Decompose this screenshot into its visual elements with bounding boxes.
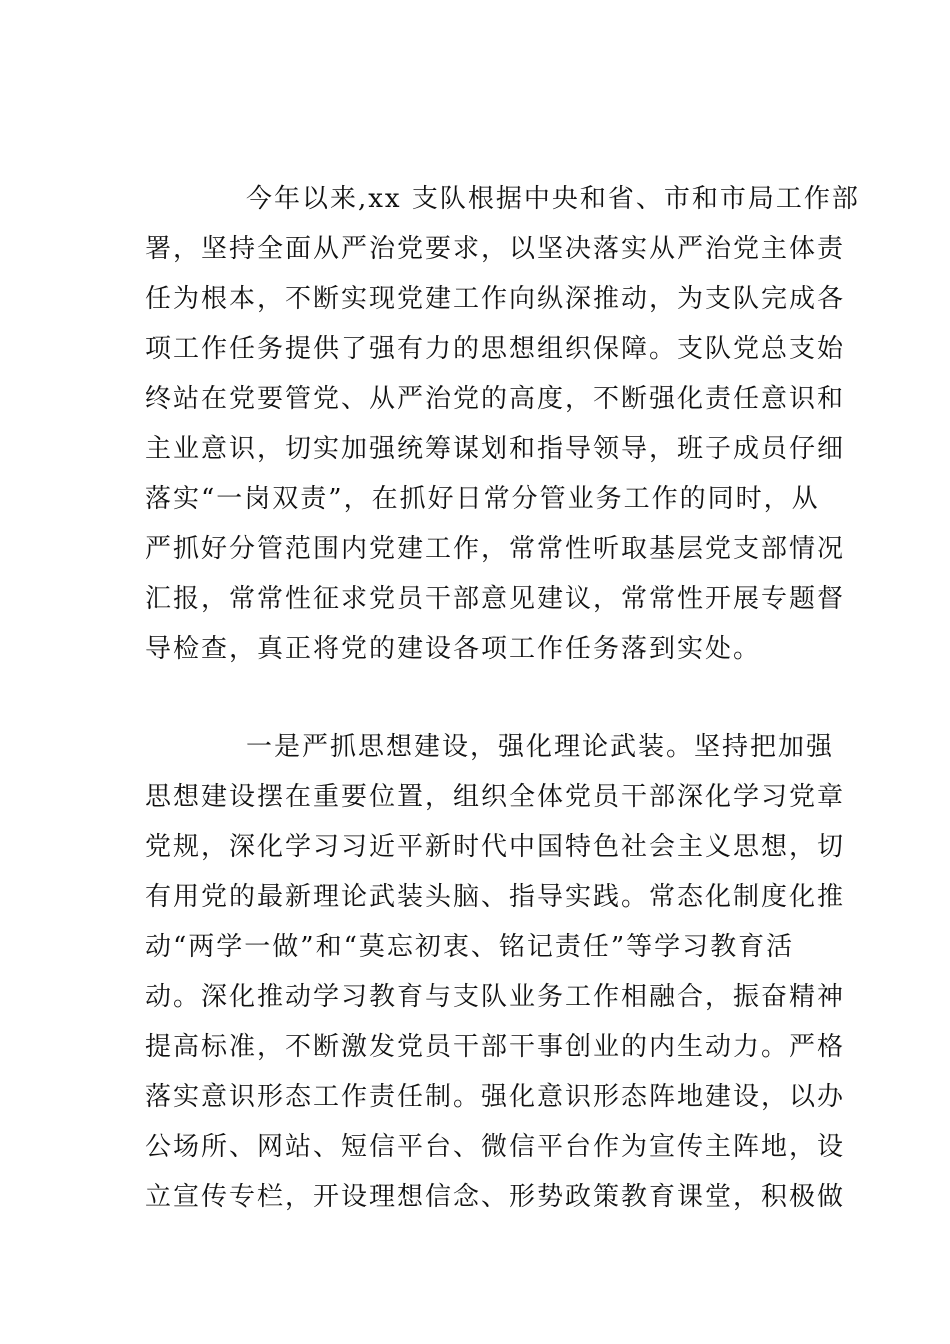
paragraph-1-line: 严抓好分管范围内党建工作，常常性听取基层党支部情况 <box>145 534 846 564</box>
paragraph-1-line: 终站在党要管党、从严治党的高度，不断强化责任意识和 <box>145 384 846 414</box>
paragraph-1-line: 主业意识，切实加强统筹谋划和指导领导，班子成员仔细 <box>145 434 846 464</box>
paragraph-1-line: 任为根本，不断实现党建工作向纵深推动，为支队完成各 <box>145 284 846 314</box>
paragraph-2-line: 公场所、网站、短信平台、微信平台作为宣传主阵地，设 <box>145 1132 846 1162</box>
paragraph-1-line: 署，坚持全面从严治党要求，以坚决落实从严治党主体责 <box>145 234 846 264</box>
paragraph-2-line: 动。深化推动学习教育与支队业务工作相融合，振奋精神 <box>145 982 846 1012</box>
paragraph-1-line: 落实“一岗双责”，在抓好日常分管业务工作的同时，从 <box>145 484 820 514</box>
paragraph-2-line: 动“两学一做”和“莫忘初衷、铭记责任”等学习教育活 <box>145 932 795 962</box>
paragraph-2-line: 落实意识形态工作责任制。强化意识形态阵地建设，以办 <box>145 1082 846 1112</box>
paragraph-2-line: 有用党的最新理论武装头脑、指导实践。常态化制度化推 <box>145 882 846 912</box>
paragraph-2-line: 一是严抓思想建设，强化理论武装。坚持把加强 <box>246 732 835 762</box>
paragraph-2-line: 提高标准，不断激发党员干部干事创业的内生动力。严格 <box>145 1032 846 1062</box>
paragraph-1-line: 汇报，常常性征求党员干部意见建议，常常性开展专题督 <box>145 584 846 614</box>
paragraph-1-line: 今年以来,xx 支队根据中央和省、市和市局工作部 <box>246 184 860 214</box>
paragraph-1-line: 项工作任务提供了强有力的思想组织保障。支队党总支始 <box>145 334 846 364</box>
paragraph-1-line: 导检查，真正将党的建设各项工作任务落到实处。 <box>145 634 762 664</box>
paragraph-2-line: 立宣传专栏，开设理想信念、形势政策教育课堂，积极做 <box>145 1182 846 1212</box>
paragraph-2-line: 思想建设摆在重要位置，组织全体党员干部深化学习党章 <box>145 782 846 812</box>
paragraph-2-line: 党规，深化学习习近平新时代中国特色社会主义思想，切 <box>145 832 846 862</box>
